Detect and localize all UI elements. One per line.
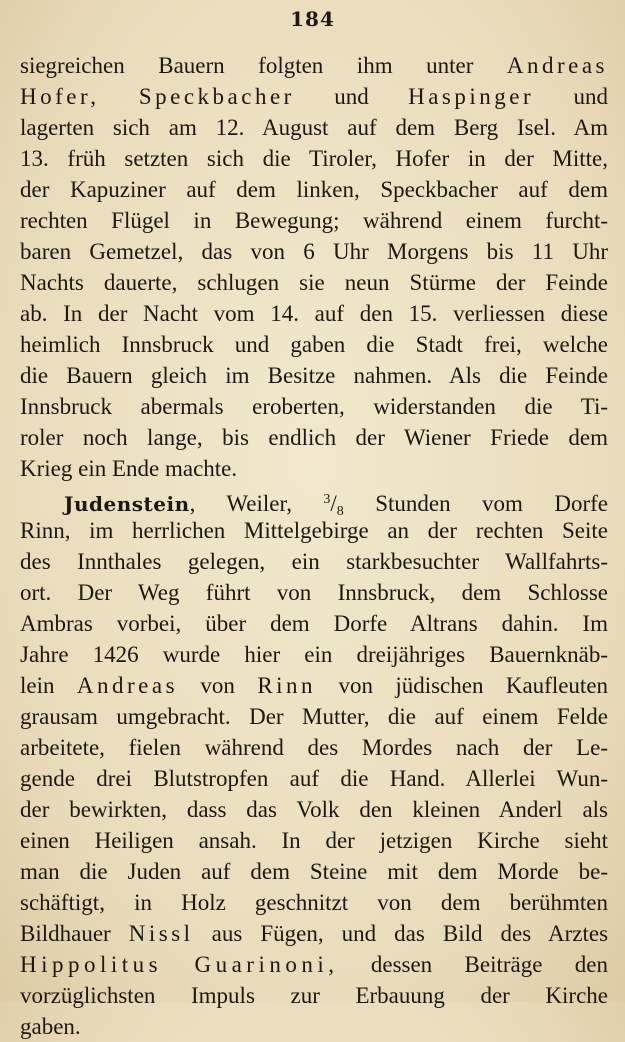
text-line: Jahre 1426 wurde hier ein dreijähriges Bauernknäb- [20, 642, 608, 667]
text-line: Nachts dauerte, schlugen sie neun Stürme der Feinde [20, 270, 608, 295]
text-line: einen Heiligen ansah. In der jetzigen Kirche sieht [20, 828, 608, 853]
text-line: Ambras vorbei, über dem Dorfe Altrans dahin. Im [20, 611, 608, 636]
text-line: Hippolitus Guarinoni, dessen Beiträge den [20, 952, 609, 977]
text-line: der Kapuziner auf dem linken, Speckbacher auf dem [20, 177, 608, 202]
text-line: Judenstein, Weiler, $^3/_8$ Stunden vom Dorfe [64, 491, 609, 519]
text-line: Innsbruck abermals eroberten, widerstanden die Ti- [20, 394, 608, 419]
text-line: lein Andreas von Rinn von jüdischen Kaufleuten [20, 673, 609, 698]
text-line: roler noch lange, bis endlich der Wiener Friede dem [20, 425, 608, 450]
text-line: man die Juden auf dem Steine mit dem Morde be- [20, 859, 608, 884]
text-line: heimlich Innsbruck und gaben die Stadt frei, welche [20, 332, 608, 357]
spaced-name: Andreas [506, 53, 609, 78]
text-line: vorzüglichsten Impuls zur Erbauung der Kirche [20, 983, 608, 1008]
page-body [20, 50, 608, 1042]
text-line: der bewirkten, dass das Volk den kleinen Anderl als [20, 797, 608, 822]
text-line: rechten Flügel in Bewegung; während einem furcht- [20, 208, 608, 233]
text-line: Bildhauer Nissl aus Fügen, und das Bild des Arztes [20, 921, 609, 946]
spaced-name: Hippolitus [20, 952, 163, 977]
text-line: lagerten sich am 12. August auf dem Berg Isel. Am [20, 115, 608, 140]
text-line: schäftigt, in Holz geschnitzt von dem berühmten [20, 890, 608, 915]
entry-heading: Judenstein [64, 492, 190, 516]
text-line: des Innthales gelegen, ein starkbesuchter Wallfahrts- [20, 549, 608, 574]
text-line: baren Gemetzel, das von 6 Uhr Morgens bis 11 Uhr [20, 239, 608, 264]
spaced-name: Haspinger [408, 84, 535, 109]
fraction: $^3/_8$ [323, 491, 344, 519]
spaced-name: Hofer, [20, 84, 100, 109]
text-line: gende drei Blutstropfen auf die Hand. Allerlei Wun- [20, 766, 608, 791]
text-line: gaben. [20, 1014, 81, 1039]
text-line: grausam umgebracht. Der Mutter, die auf einem Felde [20, 704, 608, 729]
text-line: Rinn, im herrlichen Mittelgebirge an der rechten Seite [20, 518, 608, 543]
text-line: arbeitete, fielen während des Mordes nach der Le- [20, 735, 608, 760]
text-line: siegreichen Bauern folgten ihm unter Andreas [20, 53, 609, 78]
text-line: Hofer, Speckbacher und Haspinger und [20, 84, 608, 109]
spaced-name: Speckbacher [138, 84, 295, 109]
text-line: 13. früh setzten sich die Tiroler, Hofer in der Mitte, [20, 146, 608, 171]
text-line: ort. Der Weg führt von Innsbruck, dem Schlosse [20, 580, 608, 605]
text-line: ab. In der Nacht vom 14. auf den 15. verliessen diese [20, 301, 608, 326]
text-line: Krieg ein Ende machte. [20, 456, 238, 481]
spaced-name: Guarinoni, [194, 952, 339, 977]
page-number: 184 [290, 7, 335, 31]
spaced-name: Rinn [257, 673, 317, 698]
text-line: die Bauern gleich im Besitze nahmen. Als die Feinde [20, 363, 608, 388]
spaced-name: Andreas [76, 673, 179, 698]
spaced-name: Nissl [128, 921, 194, 946]
